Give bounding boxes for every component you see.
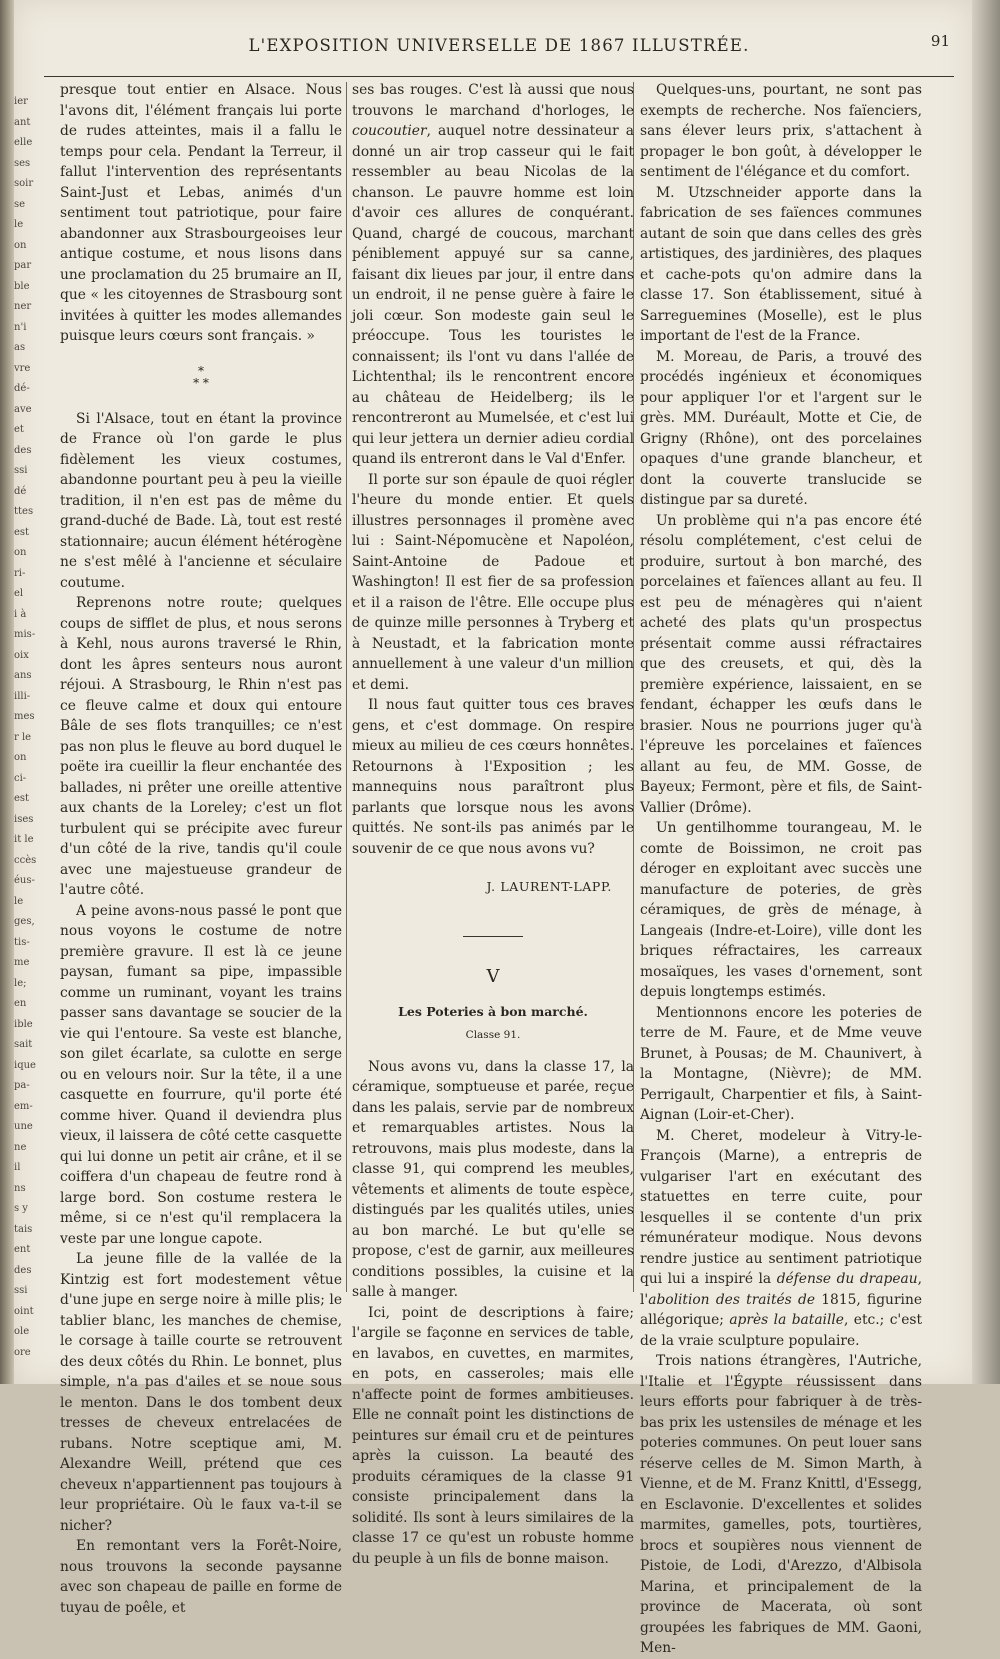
text-run: , auquel notre dessinateur a donné un air trop casseur qui le fait ressembler au beau Nicolas de la chanson. Le pauvre homme est loin d'avoir ces allures de conquérant. Quand, chargé de coucous, marchant péniblement appuyé sur sa canne, faisant dix lieues par jour, il entre dans un endroit, il ne pense guère à faire le joli cœur. Son modeste gain seul le préoccupe. Tous les touristes le connaissent; ils l'ont vu dans l'allée de Lichtenthal; ils le rencontrent encore au château de Heidelberg; ils le rencontreront au Mumelsée, et c'est lui qui leur jettera un dernier adieu cordial quand ils entreront dans le Val d'Enfer. [352, 123, 634, 467]
gutter-fragment: il [14, 1162, 21, 1173]
page-number: 91 [930, 32, 950, 50]
gutter-fragment: ible [14, 1018, 33, 1030]
author-signature: J. LAURENT-LAPP. [486, 879, 612, 894]
italic-title: abolition des traités de [648, 1291, 815, 1308]
gutter-fragment: ttes [14, 506, 34, 517]
paragraph: M. Moreau, de Paris, a trouvé des procédés ingénieux et économiques pour appliquer l'or et l'argent sur le grès. MM. Duréault, Motte et Cie, de Grigny (Rhône), ont des porcelaines opaques d'une grande blancheur, et dont la couverte translucide se distingue par sa dureté. [640, 348, 922, 508]
gutter-fragment: ier [14, 96, 28, 107]
page-right-edge [972, 0, 1000, 1384]
gutter-fragment: ore [14, 1346, 31, 1358]
paragraph: presque tout entier en Alsace. Nous l'avons dit, l'élément français lui porte de rudes atteintes, mais il a fallu le temps pour cela. Pendant la Terreur, il fallut l'intervention des représentants Saint-Just et Lebas, animés d'un sentiment tout patriotique, pour faire abandonner aux Strasbourgeoises leur antique costume, et nous lisons dans une proclamation du 25 brumaire an II, que « les citoyennes de Strasbourg sont invitées à quitter les modes allemandes puisque leurs cœurs sont français. » [60, 82, 342, 344]
text-run: 1815, figurine allégorique; [640, 1291, 923, 1328]
book-binding-edge [0, 0, 14, 1384]
italic-title: après la bataille [729, 1312, 844, 1328]
gutter-fragment: sait [14, 1039, 33, 1050]
gutter-fragment: le [14, 895, 24, 907]
column-1 [60, 80, 342, 1618]
paragraph [640, 1126, 922, 1352]
header-rule [44, 76, 954, 77]
column-divider [346, 82, 347, 1292]
gutter-fragment: ssi [14, 1285, 28, 1296]
gutter-fragment: dé- [14, 383, 30, 394]
text-run: M. Cheret, modeleur à Vitry-le-François (Marne), a entrepris de vulgariser l'art en exécutant des statuettes en terre cuite, pour lesquelles il se contente d'un prix rémunérateur modique. Nous devons rendre justice au sentiment patriotique qui lui a inspiré la [640, 1127, 922, 1287]
text-run: , l' [640, 1271, 922, 1308]
gutter-fragment: soir [14, 178, 34, 189]
gutter-fragment: oix [14, 649, 29, 661]
column-3 [640, 80, 922, 1659]
gutter-fragment: s y [14, 1203, 28, 1214]
page-header [44, 28, 954, 78]
section-separator [463, 936, 523, 937]
italic-term: coucoutier [352, 123, 427, 139]
section-title: Les Poteries à bon marché. [398, 1003, 588, 1019]
gutter-fragment: pa- [14, 1080, 30, 1091]
gutter-fragment: éus- [14, 875, 35, 886]
section-number: V [486, 965, 500, 987]
asterism-top: * [198, 363, 204, 378]
gutter-fragment: ns [14, 1182, 26, 1194]
gutter-fragment: ssi [14, 465, 28, 476]
adjacent-page-fragments [14, 92, 37, 1358]
gutter-fragment: est [14, 526, 30, 538]
gutter-fragment: mis- [14, 629, 36, 640]
gutter-fragment: i à [14, 608, 27, 620]
newspaper-page [14, 0, 972, 1656]
gutter-fragment: ant [14, 116, 31, 128]
gutter-fragment: ri- [14, 567, 26, 579]
gutter-fragment: est [14, 793, 30, 804]
gutter-fragment: vre [14, 362, 31, 374]
gutter-fragment: ble [14, 280, 30, 292]
gutter-fragment: et [14, 424, 24, 435]
asterism-bottom: * * [193, 375, 209, 390]
gutter-fragment: on [14, 752, 27, 763]
gutter-fragment: it le [14, 834, 34, 845]
text-run: , etc.; c'est de la vraie sculpture populaire. [640, 1312, 922, 1349]
gutter-fragment: se [14, 198, 26, 210]
gutter-fragment: as [14, 342, 26, 353]
gutter-fragment: on [14, 239, 27, 251]
gutter-fragment: des [14, 444, 32, 456]
gutter-fragment: tis- [14, 936, 30, 948]
gutter-fragment: illi- [14, 690, 31, 702]
gutter-fragment: ent [14, 1244, 31, 1255]
paragraph: Mentionnons encore les poteries de terre de M. Faure, et de Mme veuve Brunet, à Pousas; de M. Chaunivert, à la Montagne, (Nièvre); de MM. Perrigault, Charpentier et fils, à Saint-Aignan (Loir-et-Cher). [640, 1004, 922, 1123]
gutter-fragment: ole [14, 1326, 30, 1337]
italic-title: défense du drapeau [776, 1271, 918, 1287]
paragraph: Reprenons notre route; quelques coups de sifflet de plus, et nous serons à Kehl, nous aurons traversé le Rhin, dont les âpres senteurs nous auront réjoui. A Strasbourg, le Rhin n'est pas ce fleuve calme et doux qui entoure Bâle de ses flots tranquilles; ce n'est pas non plus le fleuve au bord duquel le poëte ira cueillir la fleur enchantée des ballades, ni prêter une oreille attentive aux chants de la Loreley; c'est un flot turbulent qui se précipite avec fureur d'un côté de la rive, tandis qu'il coule avec une majestueuse grandeur de l'autre côté. [60, 595, 342, 898]
gutter-fragment: dé [14, 485, 27, 497]
paragraph: Un problème qui n'a pas encore été résolu complétement, c'est celui de produire, surtout à bon marché, des porcelaines et faïences allant au feu. Il est peu de ménagères qui n'aient acheté des plats qu'un prospectus présentait comme aussi réfractaires que des creusets, et qui, dès la première expérience, laissaient, en se fendant, échapper les œufs dans le brasier. Nous ne pourrions juger qu'à l'épreuve les porcelaines et faïences allant au feu, de MM. Gosse, de Bayeux; Fermont, père et fils, de Saint-Vallier (Drôme). [640, 512, 922, 816]
paragraph: Un gentilhomme tourangeau, M. le comte de Boissimon, ne croit pas déroger en exploitant avec succès une manufacture de poteries, de grès céramiques, de grès de ménage, à Langeais (Indre-et-Loire), ville dont les briques réfractaires, les carreaux mosaïques, les vases d'ornement, sont depuis longtemps estimés. [640, 820, 922, 1000]
gutter-fragment: ccès [14, 854, 37, 866]
gutter-fragment: ans [14, 670, 32, 681]
gutter-fragment: ises [14, 813, 34, 825]
gutter-fragment: ne [14, 1141, 27, 1153]
gutter-fragment: tais [14, 1223, 33, 1235]
gutter-fragment: ave [14, 403, 32, 415]
gutter-fragment: par [14, 260, 32, 271]
gutter-fragment: ci- [14, 772, 27, 784]
paragraph: Nous avons vu, dans la classe 17, la céramique, somptueuse et parée, reçue dans les palais, servie par de nombreux et remarquables artistes. Nous la retrouvons, mais plus modeste, dans la classe 91, qui comprend les meubles, vêtements et aliments de toute espèce, distingués par les qualités utiles, unies au bon marché. Le but qu'elle se propose, c'est de garnir, aux meilleures conditions possibles, la cuisine et la salle à manger. [352, 1058, 634, 1300]
paragraph: En remontant vers la Forêt-Noire, nous trouvons la seconde paysanne avec son chapeau de paille en forme de tuyau de poêle, et [60, 1538, 342, 1616]
gutter-fragment: en [14, 998, 27, 1009]
gutter-fragment: ique [14, 1059, 36, 1071]
gutter-fragment: r le [14, 731, 32, 743]
gutter-fragment: ges, [14, 916, 35, 927]
asterism [60, 365, 342, 389]
paragraph: Trois nations étrangères, l'Autriche, l'Italie et l'Égypte réussissent dans leurs efforts pour fabriquer à de très-bas prix les ustensiles de ménage et les poteries communes. On peut louer sans réserve celles de M. Simon Marth, à Vienne, et de M. Franz Knittl, d'Essegg, en Esclavonie. D'excellentes et solides marmites, gamelles, pots, tourtières, brocs et soupières nous viennent de Pistoie, de Lodi, d'Arezzo, d'Albisola Marina, et principalement de la province de Macerata, où sont groupées les fabriques de MM. Gaoni, Men- [640, 1353, 922, 1656]
gutter-fragment: n'i [14, 321, 27, 333]
gutter-fragment: le [14, 219, 24, 230]
gutter-fragment: oint [14, 1305, 34, 1317]
paragraph: Si l'Alsace, tout en étant la province de France où l'on garde le plus fidèlement les vieux costumes, abandonne pourtant peu à peu la vieille tradition, il n'en est pas de même du grand-duché de Bade. Là, tout est resté stationnaire; aucun élément hétérogène ne s'est mêlé à l'ancienne et séculaire coutume. [60, 410, 342, 591]
paragraph: A peine avons-nous passé le pont que nous voyons le costume de notre première gravure. Il est là ce jeune paysan, fumant sa pipe, impassible comme un ruminant, voyant les trains passer sans davantage se soucier de la vie qui l'entoure. Sa veste est blanche, son gilet écarlate, sa culotte en serge ou en velours noir. Sur la tête, il a une casquette en fourrure, qu'il porte été comme hiver. Quand il deviendra plus vieux, il laissera de côté cette casquette qui lui donne un petit air crâne, et il se coiffera d'un chapeau de feutre rond à large bord. Son costume restera le même, si ce n'est qu'il remplacera la veste par une longue capote. [60, 902, 342, 1247]
gutter-fragment: elle [14, 137, 33, 148]
gutter-fragment: el [14, 588, 24, 599]
gutter-fragment: une [14, 1121, 33, 1132]
gutter-fragment: des [14, 1264, 32, 1276]
section-subtitle: Classe 91. [465, 1028, 521, 1041]
gutter-fragment: ner [14, 301, 32, 312]
paragraph: Quelques-uns, pourtant, ne sont pas exempts de recherche. Nos faïenciers, sans élever leurs prix, s'attachent à propager le bon goût, à développer le sentiment de l'élégance et du comfort. [640, 82, 922, 180]
gutter-fragment: on [14, 547, 27, 558]
paragraph [352, 80, 634, 470]
running-title: L'EXPOSITION UNIVERSELLE DE 1867 ILLUSTRÉE. [248, 36, 750, 55]
paragraph: Il nous faut quitter tous ces braves gens, et c'est dommage. On respire mieux au milieu de ces cœurs honnêtes. Retournons à l'Exposition ; les mannequins nous paraîtront plus parlants que lorsque nous les avons quittés. Ne sont-ils pas animés par le souvenir de ce que nous avons vu? [352, 697, 634, 857]
gutter-fragment: ses [14, 157, 31, 169]
gutter-fragment: em- [14, 1100, 33, 1112]
paragraph: Ici, point de descriptions à faire; l'argile se façonne en services de table, en lavabos, en cuvettes, en marmites, en pots, en casseroles; mais elle n'affecte point de formes ambitieuses. Elle ne connaît point les distinctions de peintures sur émail cru et de peintures après la cuisson. La beauté des produits céramiques de la classe 91 consiste principalement dans la solidité. Ils sont à leurs similaires de la classe 17 ce qu'est un robuste homme du peuple à un fils de bonne maison. [352, 1304, 634, 1567]
paragraph: La jeune fille de la vallée de la Kintzig est fort modestement vêtue d'une jupe en serge noire à mille plis; le tablier blanc, les manches de chemise, le corsage à taille courte se retrouvent des deux côtés du Rhin. Le bonnet, plus simple, n'a pas d'ailes et se noue sous le menton. Dans le dos tombent deux tresses de cheveux entrelacées de rubans. Notre sceptique ami, M. Alexandre Weill, prétend que ces cheveux n'appartiennent pas toujours à leur propriétaire. Où le faux va-t-il se nicher? [60, 1251, 342, 1534]
column-2 [352, 80, 634, 1569]
gutter-fragment: le; [14, 977, 27, 989]
paragraph: M. Utzschneider apporte dans la fabrication de ses faïences communes autant de soin que dans celles des grès artistiques, des jardinières, des plaques et cache-pots qu'on admire dans la classe 17. Son établissement, situé à Sarreguemines (Moselle), est le plus important de l'est de la France. [640, 184, 922, 344]
gutter-fragment: me [14, 957, 30, 968]
paragraph: Il porte sur son épaule de quoi régler l'heure du monde entier. Et quels illustres personnages il promène avec lui : Saint-Népomucène et Napoléon, Saint-Antoine de Padoue et Washington! Il est fier de sa profession et il a raison de l'être. Elle occupe plus de quinze mille personnes à Tryberg et à Neustadt, et la fabrication monte annuellement à une valeur d'un million et demi. [352, 471, 634, 693]
text-run: ses bas rouges. C'est là aussi que nous trouvons le marchand d'horloges, le [352, 82, 634, 119]
gutter-fragment: mes [14, 711, 35, 722]
